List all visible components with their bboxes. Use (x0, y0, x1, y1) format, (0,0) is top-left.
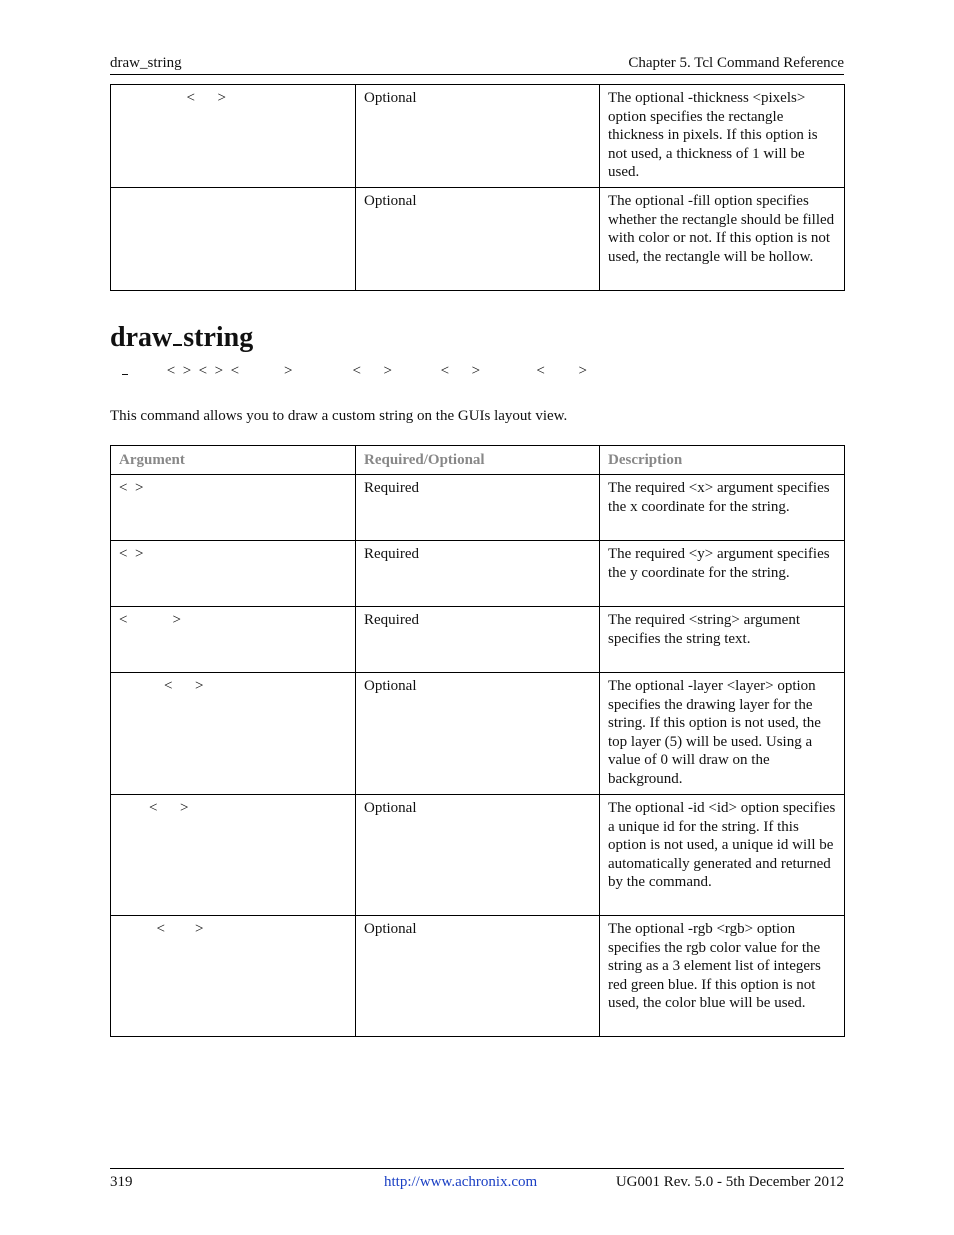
argument-cell: < > (111, 475, 356, 541)
description-cell: The required <y> argument specifies the y coordinate for the string. (600, 541, 845, 607)
description-cell: The required <string> argument specifies the string text. (600, 607, 845, 673)
underscore-glyph (173, 344, 182, 346)
argument-cell: < > (111, 85, 356, 188)
required-cell: Optional (356, 795, 600, 916)
table-row (111, 916, 845, 1037)
document-revision: UG001 Rev. 5.0 - 5th December 2012 (615, 1174, 844, 1190)
page-header (110, 54, 844, 75)
syntax-lead (110, 363, 121, 379)
table-header-row (111, 446, 845, 475)
description-cell: The optional -id <id> option specifies a unique id for the string. If this option is not used, a unique id will be automatically generated and returned by the command. (600, 795, 845, 916)
required-cell: Required (356, 475, 600, 541)
argument-cell: < > (111, 541, 356, 607)
table-row (111, 673, 845, 795)
required-cell: Required (356, 541, 600, 607)
argument-cell: < > (111, 795, 356, 916)
argument-cell (111, 188, 356, 291)
page-number: 319 (110, 1174, 133, 1190)
continued-argument-table (110, 84, 845, 291)
table-row (111, 607, 845, 673)
description-cell: The optional -thickness <pixels> option specifies the rectangle thickness in pixels. If this option is not used, a thickness of 1 will be used. (600, 85, 845, 188)
header-chapter-title: Chapter 5. Tcl Command Reference (628, 55, 844, 71)
section-title (110, 320, 253, 356)
column-header-required: Required/Optional (356, 446, 600, 475)
argument-cell: < > (111, 673, 356, 795)
required-cell: Optional (356, 673, 600, 795)
title-part-2: string (183, 322, 254, 353)
header-section-name: draw_string (110, 55, 182, 71)
required-cell: Optional (356, 916, 600, 1037)
column-header-description: Description (600, 446, 845, 475)
table-row (111, 475, 845, 541)
column-header-argument: Argument (111, 446, 356, 475)
table-row (111, 795, 845, 916)
description-cell: The optional -layer <layer> option specifies the drawing layer for the string. If this option is not used, the top layer (5) will be used. Using a value of 0 will draw on the background. (600, 673, 845, 795)
table-row (111, 541, 845, 607)
description-cell: The optional -fill option specifies whether the rectangle should be filled with color or not. If this option is not used, the rectangle will be hollow. (600, 188, 845, 291)
description-cell: The optional -rgb <rgb> option specifies the rgb color value for the string as a 3 element list of integers red green blue. If this option is not used, the color blue will be used. (600, 916, 845, 1037)
page-footer (110, 1168, 844, 1193)
description-cell: The required <x> argument specifies the x coordinate for the string. (600, 475, 845, 541)
required-cell: Required (356, 607, 600, 673)
vendor-website-link[interactable]: http://www.achronix.com (384, 1174, 538, 1190)
required-cell: Optional (356, 188, 600, 291)
argument-cell: < > (111, 916, 356, 1037)
underscore-glyph (122, 374, 128, 375)
table-row (111, 85, 845, 188)
title-part-1: draw (110, 322, 173, 353)
argument-table (110, 445, 845, 1037)
required-cell: Optional (356, 85, 600, 188)
argument-cell: < > (111, 607, 356, 673)
table-row (111, 188, 845, 291)
syntax-args: < > < > < > < > < > < > (129, 363, 588, 379)
command-description: This command allows you to draw a custom string on the GUIs layout view. (110, 408, 568, 424)
command-syntax (110, 361, 844, 381)
